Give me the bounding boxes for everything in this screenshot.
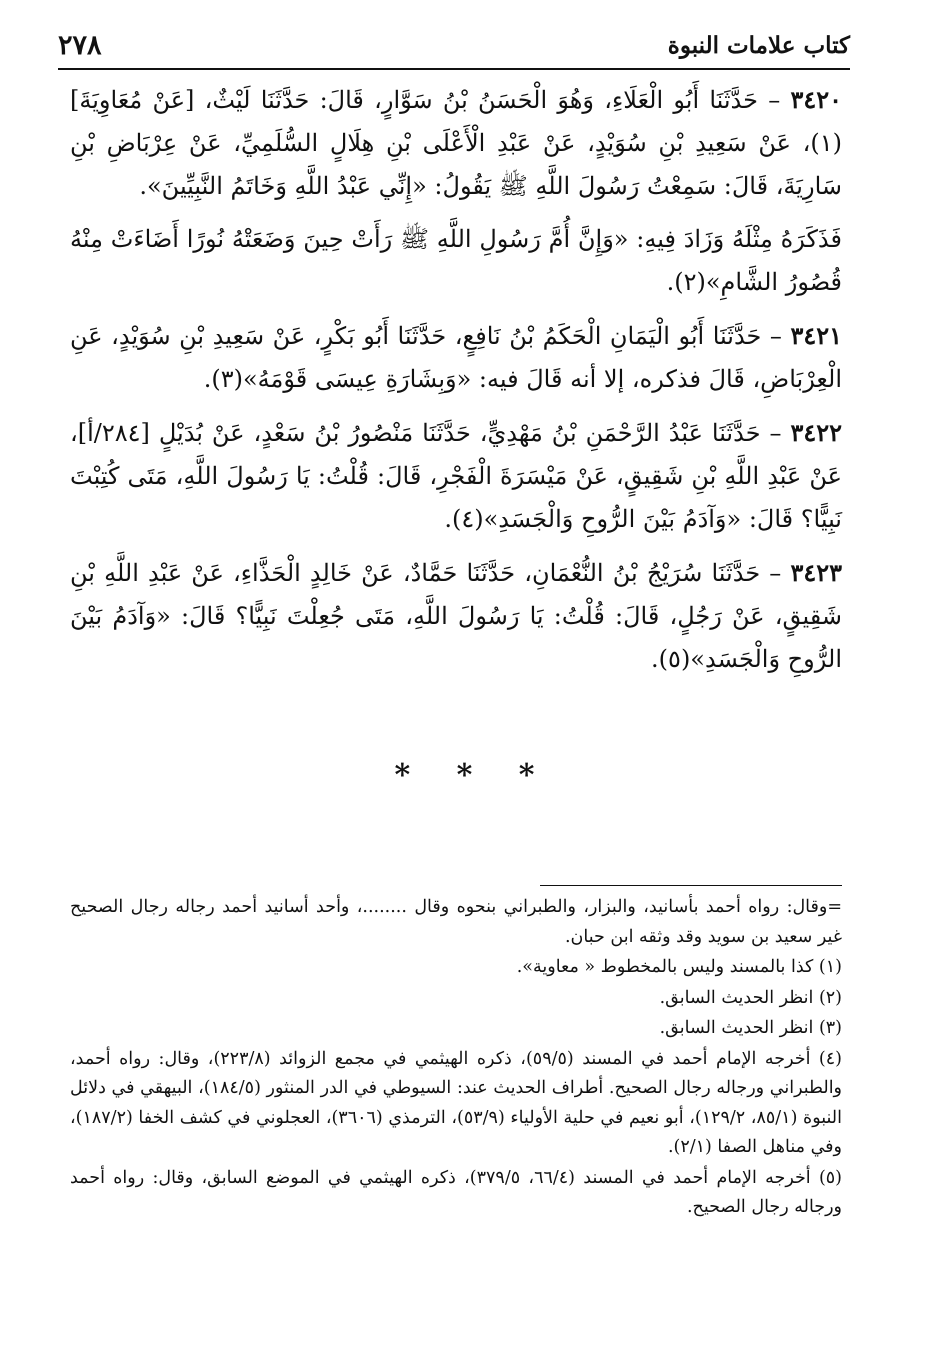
hadith-3420-continuation: [70, 218, 842, 304]
hadith-number: ٣٤٢٢: [790, 418, 843, 447]
hadith-text: حَدَّثَنَا أَبُو الْيَمَانِ الْحَكَمُ بْنُ نَافِعٍ، حَدَّثَنَا أَبُو بَكْرٍ، عَنْ سَعِيدِ بْنِ سُوَيْدٍ، عَنِ الْعِرْبَاضِ، قَالَ فذكره، إلا أنه قَالَ فيه: «وَبِشَارَةِ عِيسَى قَوْمَهُ»(٣).: [70, 322, 842, 393]
footnote-divider: [540, 885, 842, 886]
footnote-continued: =وقال: رواه أحمد بأسانيد، والبزار، والطبراني بنحوه وقال ........، وأحد أسانيد أحمد رجاله رجال الصحيح غير سعيد بن سويد وقد وثقه ابن حبان.: [70, 897, 842, 947]
hadith-number: ٣٤٢١: [790, 321, 842, 350]
hadith-text: حَدَّثَنَا أَبُو الْعَلَاءِ، وَهُوَ الْحَسَنُ بْنُ سَوَّارٍ، قَالَ: حَدَّثَنَا لَيْثٌ، [عَنْ مُعَاوِيَةَ](١)، عَنْ سَعِيدِ بْنِ سُوَيْدٍ، عَنْ عَبْدِ الْأَعْلَى بْنِ هِلَالٍ السُّلَمِيِّ، عَنْ عِرْبَاضِ بْنِ سَارِيَةَ، قَالَ: سَمِعْتُ رَسُولَ اللَّهِ ﷺ يَقُولُ: «إِنِّي عَبْدُ اللَّهِ وَخَاتَمُ النَّبِيِّينَ».: [70, 86, 842, 200]
hadith-number: ٣٤٢٣: [790, 558, 842, 587]
footnotes: [70, 893, 842, 1224]
section-separator: * * *: [394, 758, 553, 793]
footnote-4: (٤) أخرجه الإمام أحمد في المسند (٥٩/٥)، ذكره الهيثمي في مجمع الزوائد (٢٢٣/٨)، وقال: رواه أحمد، والطبراني ورجاله رجال الصحيح. أطراف الحديث عند: السيوطي في الدر المنثور (١٨٤/٥)، البيهقي في دلائل النبوة (٨٥/١، ١٢٩/٢)، أبو نعيم في حلية الأولياء (٥٣/٩)، الترمذي (٣٦٠٦)، العجلوني في كشف الخفا (١٨٧/٢)، وفي مناهل الصفا (٢/١).: [70, 1048, 843, 1157]
hadith-text: حَدَّثَنَا سُرَيْجُ بْنُ النُّعْمَانِ، حَدَّثَنَا حَمَّادٌ، عَنْ خَالِدٍ الْحَذَّاءِ، عَنْ عَبْدِ اللَّهِ بْنِ شَقِيقٍ، عَنْ رَجُلٍ، قَالَ: قُلْتُ: يَا رَسُولَ اللَّهِ، مَتَى جُعِلْتَ نَبِيًّا؟ قَالَ: «وَآدَمُ بَيْنَ الرُّوحِ وَالْجَسَدِ»(٥).: [70, 559, 842, 673]
page-number: ٢٧٨: [58, 29, 102, 61]
hadith-3421: ٣٤٢١ – حَدَّثَنَا أَبُو الْيَمَانِ الْحَكَمُ بْنُ نَافِعٍ، حَدَّثَنَا أَبُو بَكْرٍ، عَنْ سَعِيدِ بْنِ سُوَيْدٍ، عَنِ الْعِرْبَاضِ، قَالَ فذكره، إلا أنه قَالَ فيه: «وَبِشَارَةِ عِيسَى قَوْمَهُ»(٣).: [70, 321, 842, 393]
main-text: [70, 70, 842, 691]
hadith-text: حَدَّثَنَا عَبْدُ الرَّحْمَنِ بْنُ مَهْدِيٍّ، حَدَّثَنَا مَنْصُورُ بْنُ سَعْدٍ، عَنْ بُدَيْلٍ [٢٨٤/أ]، عَنْ عَبْدِ اللَّهِ بْنِ شَقِيقٍ، عَنْ مَيْسَرَةَ الْفَجْرِ، قَالَ: قُلْتُ: يَا رَسُولَ اللَّهِ، مَتَى كُتِبْتَ نَبِيًّا؟ قَالَ: «وَآدَمُ بَيْنَ الرُّوحِ وَالْجَسَدِ»(٤).: [70, 419, 842, 533]
footnote-3: (٣) انظر الحديث السابق.: [659, 1018, 842, 1038]
hadith-text: فَذَكَرَهُ مِثْلَهُ وَزَادَ فِيهِ: «وَإِنَّ أُمَّ رَسُولِ اللَّهِ ﷺ رَأَتْ حِينَ وَضَعَتْهُ نُورًا أَضَاءَتْ مِنْهُ قُصُورُ الشَّامِ»(٢).: [70, 225, 842, 296]
footnote-5: (٥) أخرجه الإمام أحمد في المسند (٦٦/٤، ٣٧٩/٥)، ذكره الهيثمي في الموضع السابق، وقال: رواه أحمد ورجاله رجال الصحيح.: [70, 1167, 842, 1217]
hadith-3422: ٣٤٢٢ – حَدَّثَنَا عَبْدُ الرَّحْمَنِ بْنُ مَهْدِيٍّ، حَدَّثَنَا مَنْصُورُ بْنُ سَعْدٍ، عَنْ بُدَيْلٍ [٢٨٤/أ]، عَنْ عَبْدِ اللَّهِ بْنِ شَقِيقٍ، عَنْ مَيْسَرَةَ الْفَجْرِ، قَالَ: قُلْتُ: يَا رَسُولَ اللَّهِ، مَتَى كُتِبْتَ نَبِيًّا؟ قَالَ: «وَآدَمُ بَيْنَ الرُّوحِ وَالْجَسَدِ»(٤).: [70, 418, 843, 533]
hadith-3423: ٣٤٢٣ – حَدَّثَنَا سُرَيْجُ بْنُ النُّعْمَانِ، حَدَّثَنَا حَمَّادٌ، عَنْ خَالِدٍ الْحَذَّاءِ، عَنْ عَبْدِ اللَّهِ بْنِ شَقِيقٍ، عَنْ رَجُلٍ، قَالَ: قُلْتُ: يَا رَسُولَ اللَّهِ، مَتَى جُعِلْتَ نَبِيًّا؟ قَالَ: «وَآدَمُ بَيْنَ الرُّوحِ وَالْجَسَدِ»(٥).: [70, 558, 842, 673]
page-header: [58, 22, 850, 68]
footnote-2: (٢) انظر الحديث السابق.: [659, 987, 842, 1008]
running-title: كتاب علامات النبوة: [667, 31, 850, 59]
footnote-1: (١) كذا بالمسند وليس بالمخطوط « معاوية».: [516, 957, 842, 977]
hadith-3420: ٣٤٢٠ – حَدَّثَنَا أَبُو الْعَلَاءِ، وَهُوَ الْحَسَنُ بْنُ سَوَّارٍ، قَالَ: حَدَّثَنَا لَيْثٌ، [عَنْ مُعَاوِيَةَ](١)، عَنْ سَعِيدِ بْنِ سُوَيْدٍ، عَنْ عَبْدِ الْأَعْلَى بْنِ هِلَالٍ السُّلَمِيِّ، عَنْ عِرْبَاضِ بْنِ سَارِيَةَ، قَالَ: سَمِعْتُ رَسُولَ اللَّهِ ﷺ يَقُولُ: «إِنِّي عَبْدُ اللَّهِ وَخَاتَمُ النَّبِيِّينَ».: [70, 85, 842, 200]
hadith-number: ٣٤٢٠: [790, 85, 842, 114]
